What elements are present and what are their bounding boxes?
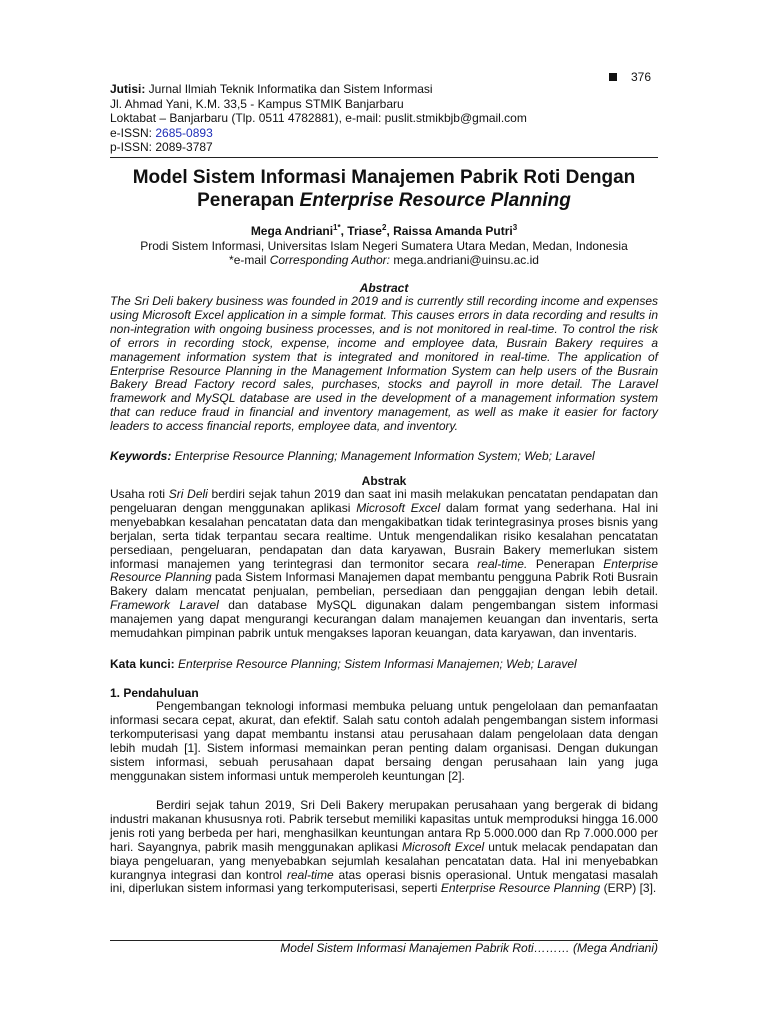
kata-kunci-line xyxy=(110,657,658,671)
abstrak-seg: dalam format yang sederhana. Hal ini menyebabkan kesalahan pencatatan data dan mengakibatkan tidak terintegrasinya proses bisnis yang berjalan, serta tidak terpantau secara realtime. Untuk mengendalikan risiko kesalahan pencatatan persediaan, pengeluaran, pendapatan dan data karyawan, Busrain Bakery memerlukan sistem informasi manajemen yang terintegrasi dan termonitor secara xyxy=(110,500,658,571)
paragraph-2-seg-italic: real-time xyxy=(286,867,334,882)
journal-line xyxy=(110,82,658,97)
keywords-line xyxy=(110,449,658,463)
author-2: Triase xyxy=(347,224,382,238)
running-footer: Model Sistem Informasi Manajemen Pabrik Roti……… (Mega Andriani) xyxy=(280,941,658,955)
square-bullet-icon xyxy=(609,73,617,81)
abstrak-seg-italic: Framework Laravel xyxy=(110,598,219,613)
page-number-text: 376 xyxy=(630,70,651,84)
journal-header xyxy=(110,82,658,155)
abstrak-text xyxy=(110,488,658,641)
journal-label: Jutisi: xyxy=(110,82,146,96)
email-address: mega.andriani@uinsu.ac.id xyxy=(390,253,539,267)
body-paragraph-2 xyxy=(110,799,658,896)
abstrak-seg: berdiri sejak tahun 2019 dan saat ini masih melakukan pencatatan pendapatan dan pengeluaran dengan menggunakan aplikasi xyxy=(110,487,659,515)
author-1-sup: 1* xyxy=(333,223,341,232)
paragraph-2-seg: atas operasi bisnis operasional. Untuk mengatasi masalah ini, diperlukan sistem informasi yang terkomputerisasi, seperti xyxy=(110,867,658,896)
abstract-text: The Sri Deli bakery business was founded in 2019 and is currently still recording income and expenses using Microsoft Excel application in a simple format. This causes errors in data recording and results in non-integration with ongoing business processes, and is not monitored in real-time. To control the risk of errors in recording stock, expense, income and employee data, Busrain Bakery requires a management information system that is integrated and monitored in real-time. The application of Enterprise Resource Planning in the Management Information System can help users of the Busrain Bakery Bread Factory record sales, purchases, stocks and payroll in more detail. The Laravel framework and MySQL database are used in the development of a management information system that can reduce fraud in financial and inventory management, as well as make it easier for factory leaders to access financial reports, employee data, and inventory. xyxy=(110,294,658,434)
affiliation: Prodi Sistem Informasi, Universitas Islam Negeri Sumatera Utara Medan, Medan, Indonesia xyxy=(140,238,628,253)
abstrak-seg-italic: real-time. xyxy=(477,556,528,571)
paragraph-2-seg: (ERP) [3]. xyxy=(600,881,657,896)
journal-name: Jurnal Ilmiah Teknik Informatika dan Sistem Informasi xyxy=(145,82,433,96)
abstrak-seg: Usaha roti xyxy=(110,487,169,501)
journal-contact: Loktabat – Banjarbaru (Tlp. 0511 4782881), e-mail: puslit.stmikbjb@gmail.com xyxy=(110,111,527,125)
abstrak-seg: pada Sistem Informasi Manajemen dapat membantu pengguna Pabrik Roti Busrain Bakery dalam mencatat penjualan, pembelian, persediaan dan penggajian dengan lebih detail. xyxy=(110,570,658,599)
abstrak-seg: Penerapan xyxy=(527,556,604,571)
eissn-link[interactable]: 2685-0893 xyxy=(155,125,213,140)
email-label: Corresponding Author: xyxy=(269,253,391,267)
header-divider xyxy=(110,157,658,158)
author-names xyxy=(110,224,658,239)
abstrak-seg-italic: Sri Deli xyxy=(168,487,208,501)
author-3: Raissa Amanda Putri xyxy=(393,224,513,238)
keywords-text: Enterprise Resource Planning; Management Information System; Web; Laravel xyxy=(171,449,595,463)
author-sep-2: , xyxy=(386,224,394,238)
email-prefix: *e-mail xyxy=(229,253,270,267)
corresponding-email xyxy=(110,253,658,268)
title-line-2-italic: Enterprise Resource Planning xyxy=(299,190,571,211)
section-heading: 1. Pendahuluan xyxy=(110,686,199,700)
abstrak-seg-italic: Microsoft Excel xyxy=(356,500,441,515)
pissn-line: p-ISSN: 2089-3787 xyxy=(110,140,213,154)
title-line-2-prefix: Penerapan xyxy=(197,190,300,211)
author-2-sup: 2 xyxy=(381,223,387,232)
authors-block xyxy=(110,224,658,268)
eissn-line xyxy=(110,126,658,141)
paragraph-1-text: Pengembangan teknologi informasi membuka peluang untuk pengelolaan dan pemanfaatan informasi secara cepat, akurat, dan efektif. Salah satu contoh adalah pengembangan sistem informasi terkomputerisasi yang dapat membantu instansi atau perusahaan dalam pengelolaan data dengan lebih mudah [1]. Sistem informasi memainkan peran penting dalam organisasi. Dengan dukungan sistem informasi, sebuah perusahaan dapat bersaing dengan perusahaan lain yang juga menggunakan sistem informasi untuk memperoleh keuntungan [2]. xyxy=(110,699,658,783)
abstrak-seg-italic: Enterprise Resource Planning xyxy=(110,556,658,585)
paragraph-2-seg: untuk melacak pendapatan dan biaya pengeluaran, yang menyebabkan sejumlah kesalahan pencatatan data. Hal ini menyebabkan kurangnya integrasi dan kontrol xyxy=(110,839,658,882)
paragraph-2-seg-italic: Microsoft Excel xyxy=(402,839,485,854)
body-paragraph-1 xyxy=(110,700,658,783)
title-line-1: Model Sistem Informasi Manajemen Pabrik Roti Dengan xyxy=(132,167,636,188)
title-line-2 xyxy=(100,189,668,212)
paper-title xyxy=(100,166,668,212)
kata-kunci-label: Kata kunci: xyxy=(110,657,175,671)
abstrak-seg: dan database MySQL digunakan dalam pengembangan sistem informasi manajemen yang dapat mengurangi kecurangan dalam manajemen keuangan dan inventaris, serta memudahkan pimpinan pabrik untuk mengakses laporan keuangan, data karyawan, dan inventaris. xyxy=(110,598,658,641)
paragraph-2-seg: Berdiri sejak tahun 2019, Sri Deli Bakery merupakan perusahaan yang bergerak di bidang industri makanan khususnya roti. Pabrik tersebut memiliki kapasitas untuk memproduksi hingga 16.000 jenis roti yang berbeda per hari, menghasilkan keuntungan antara Rp 5.000.000 dan Rp 7.000.000 per hari. Sayangnya, pabrik masih menggunakan aplikasi xyxy=(110,798,658,854)
paragraph-2-seg-italic: Enterprise Resource Planning xyxy=(440,881,601,896)
eissn-label: e-ISSN: xyxy=(110,125,156,140)
author-3-sup: 3 xyxy=(512,223,518,232)
kata-kunci-text: Enterprise Resource Planning; Sistem Informasi Manajemen; Web; Laravel xyxy=(174,657,577,671)
journal-address: Jl. Ahmad Yani, K.M. 33,5 - Kampus STMIK Banjarbaru xyxy=(110,96,404,111)
author-1: Mega Andriani xyxy=(250,224,334,238)
keywords-label: Keywords: xyxy=(110,449,172,463)
abstract-heading: Abstract xyxy=(359,281,409,295)
author-sep-1: , xyxy=(340,224,348,238)
abstrak-heading: Abstrak xyxy=(361,474,407,488)
